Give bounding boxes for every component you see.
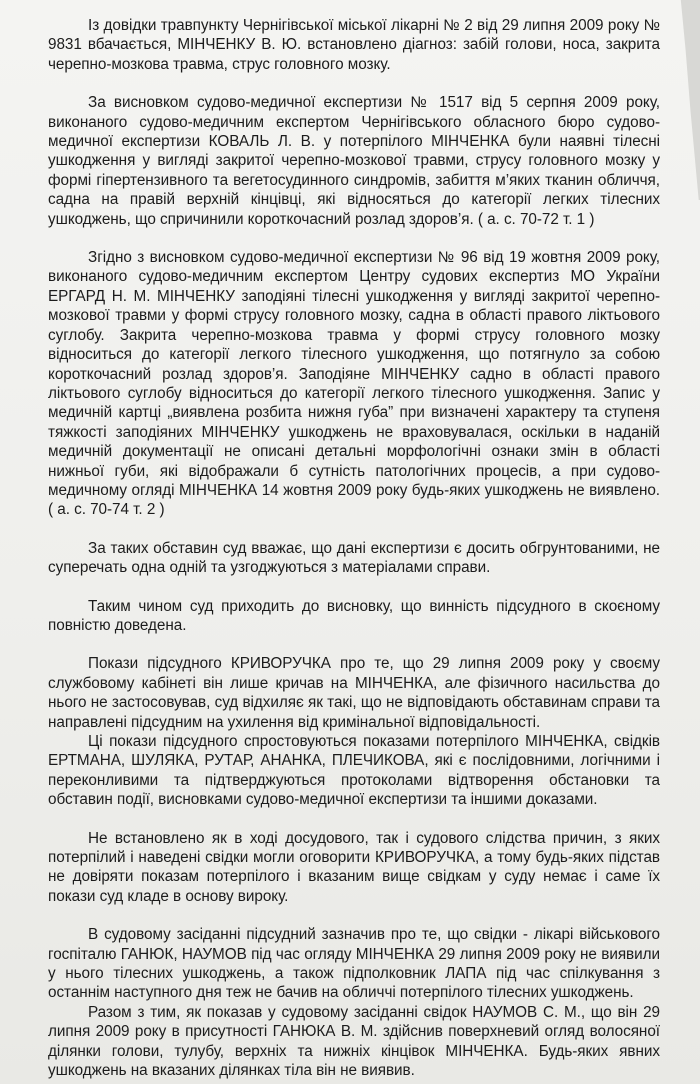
torn-corner (668, 0, 700, 200)
paragraph-hospital-doctors: В судовому засіданні підсудний зазначив про те, що свідки - лікарі військового госпіталю ГАНЮК, НАУМОВ під час огляду МІНЧЕНКА 29 липня 2009 року не виявили у нього тілесних ушкоджень, а також підполковник ЛАПА під час спілкування з останнім наступного дня теж не бачив на обличчі потерпілого тілесних ушкоджень. (48, 926, 660, 1002)
paragraph-expertise-96: Згідно з висновком судово-медичної експертизи № 96 від 19 жовтня 2009 року, виконаного судово-медичним експертом Центру судових експертиз МО України ЕРГАРД Н. М. МІНЧЕНКУ заподіяні тілесні ушкодження у вигляді закритої черепно-мозкової травми у формі струсу головного мозку, садна в області правого ліктьового суглобу. Закрита черепно-мозкова травма у формі струсу головного мозку відноситься до категорії легкого тілесного ушкодження, що потягнуло за собою короткочасний розлад здоров’я. Заподіяне МІНЧЕНКУ садно в області правого ліктьового суглобу відноситься до категорії легкого тілесного ушкодження. Запис у медичній картці „виявлена розбита нижня губа” при визначені характеру та ступеня тяжкості заподіяних МІНЧЕНКУ ушкоджень не враховувалася, оскільки в наданій медичній документації не описані детальні морфологічні ознаки змін в області нижньої губи, які відображали б сутність патологічних процесів, а при судово-медичному огляді МІНЧЕНКА 14 жовтня 2009 року будь-яких ушкоджень не виявлено. ( а. с. 70-74 т. 2 ) (48, 249, 660, 519)
paragraph-expertise-1517: За висновком судово-медичної експертизи № 1517 від 5 серпня 2009 року, виконаного судово-медичним експертом Чернігівського обласного бюро судово-медичної експертизи КОВАЛЬ Л. В. у потерпілого МІНЧЕНКА були наявні тілесні ушкодження у вигляді закритої черепно-мозкової травми, струсу головного мозку у формі гіпертензивного та вегетосудинного синдромів, забиття м’яких тканин обличчя, садна на правій верхній кінцівці, які відносяться до категорії легких тілесних ушкоджень, що спричинили короткочасний розлад здоров’я. ( а. с. 70-72 т. 1 ) (48, 94, 660, 228)
paragraph-court-assessment: За таких обставин суд вважає, що дані експертизи є досить обгрунтованими, не суперечать одна одній та узгоджуються з матеріалами справи. (48, 539, 660, 577)
paragraph-witness-naumov: Разом з тим, як показав у судовому засіданні свідок НАУМОВ С. М., що він 29 липня 2009 року в присутності ГАНЮКА В. М. здійснив поверхневий огляд волосяної ділянки голови, тулубу, верхніх та нижніх кінцівок МІНЧЕНКА. Будь-яких явних ушкоджень на вказаних ділянках тіла він не виявив. (48, 1003, 660, 1080)
paragraph-no-grounds: Не встановлено як в ході досудового, так і судового слідства причин, з яких потерпілий і наведені свідки могли оговорити КРИВОРУЧКА, а тому будь-яких підстав не довіряти показам потерпілого і вказаним вище свідкам у суду немає і саме їх покази суд кладе в основу вироку. (48, 829, 660, 905)
paragraph-hospital-certificate: Із довідки травпункту Чернігівської міської лікарні № 2 від 29 липня 2009 року № 9831 вбачається, МІНЧЕНКУ В. Ю. встановлено діагноз: забій голови, носа, закрита черепно-мозкова травма, струс головного мозку. (48, 17, 660, 73)
document-body (48, 16, 660, 1081)
paragraph-testimony-refuted: Ці покази підсудного спростовуються показами потерпілого МІНЧЕНКА, свідків ЕРТМАНА, ШУЛЯКА, РУТАР, АНАНКА, ПЛЕЧИКОВА, які є послідовними, логічними і переконливими та підтверджуються протоколами відтворення обстановки та обставин події, висновками судово-медичної експертизи та іншими доказами. (48, 733, 660, 809)
paragraph-defendant-testimony: Покази підсудного КРИВОРУЧКА про те, що 29 липня 2009 року у своєму службовому кабінеті він лише кричав на МІНЧЕНКА, але фізичного насильства до нього не застосовував, суд відхиляє як такі, що не відповідають обставинам справи та направлені підсудним на ухилення від кримінальної відповідальності. (48, 655, 660, 731)
paragraph-guilt-conclusion: Таким чином суд приходить до висновку, що винність підсудного в скоєному повністю доведена. (48, 597, 660, 634)
